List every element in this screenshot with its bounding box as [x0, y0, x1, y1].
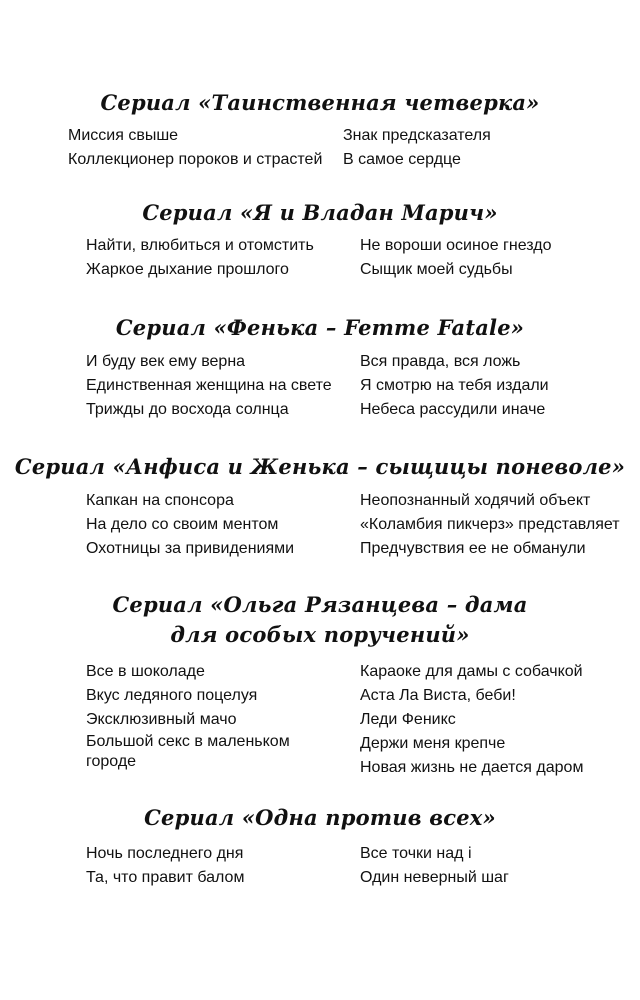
book-title: Один неверный шаг — [360, 869, 509, 886]
book-title: Миссия свыше — [68, 127, 179, 144]
series-title-continued: для особых поручений» — [170, 622, 470, 647]
series-block — [0, 313, 640, 418]
book-column-right — [360, 234, 551, 282]
book-title: Эксклюзивный мачо — [86, 711, 237, 728]
book-title: Знак предсказателя — [343, 127, 491, 144]
book-title: Небеса рассудили иначе — [360, 401, 546, 418]
book-title: Большой секс в маленьком городе — [86, 733, 290, 770]
book-column-left — [86, 660, 316, 776]
book-title: Новая жизнь не дается даром — [360, 759, 584, 776]
book-title: Та, что правит балом — [86, 869, 245, 886]
book-title: Найти, влюбиться и отомстить — [86, 237, 314, 254]
book-column-left — [86, 489, 294, 561]
book-title: Все в шоколаде — [86, 663, 205, 680]
book-column-left — [86, 842, 244, 890]
series-block — [0, 590, 640, 776]
series-title: Сериал «Я и Владан Марич» — [142, 200, 498, 225]
book-column-right — [360, 350, 549, 422]
book-title: Караоке для дамы с собачкой — [360, 663, 583, 680]
book-title: Вкус ледяного поцелуя — [86, 687, 258, 704]
book-title: Охотницы за привидениями — [86, 540, 295, 557]
book-title: Единственная женщина на свете — [86, 377, 332, 394]
book-column-right — [343, 124, 491, 172]
book-title: Капкан на спонсора — [86, 492, 234, 509]
book-title: Трижды до восхода солнца — [86, 401, 289, 418]
book-title: Сыщик моей судьбы — [360, 261, 513, 278]
book-title: Коллекционер пороков и страстей — [68, 151, 323, 168]
book-title: Ночь последнего дня — [86, 845, 244, 862]
book-title: В самое сердце — [343, 151, 461, 168]
book-column-left — [68, 124, 322, 172]
series-block — [0, 452, 640, 557]
book-title: Предчувствия ее не обманули — [360, 540, 586, 557]
series-title: Сериал «Ольга Рязанцева – дама — [112, 592, 528, 617]
book-title: На дело со своим ментом — [86, 516, 279, 533]
book-title: Леди Феникс — [360, 711, 456, 728]
series-title: Сериал «Таинственная четверка» — [100, 90, 540, 115]
series-block — [0, 803, 640, 886]
book-column-right — [360, 842, 509, 890]
book-title: Жаркое дыхание прошлого — [86, 261, 289, 278]
series-block — [0, 198, 640, 278]
book-title: Я смотрю на тебя издали — [360, 377, 549, 394]
book-title: «Коламбия пикчерз» представляет — [360, 516, 620, 533]
book-title: Не вороши осиное гнездо — [360, 237, 552, 254]
book-title: Неопознанный ходячий объект — [360, 492, 591, 509]
book-title: Вся правда, вся ложь — [360, 353, 521, 370]
book-title: Держи меня крепче — [360, 735, 506, 752]
book-column-left — [86, 234, 314, 282]
book-title: И буду век ему верна — [86, 353, 246, 370]
book-title: Аста Ла Виста, беби! — [360, 687, 516, 704]
series-block — [0, 88, 640, 168]
book-column-right — [360, 489, 620, 561]
series-title: Сериал «Фенька – Femme Fatale» — [115, 315, 525, 340]
book-column-left — [86, 350, 332, 422]
series-title: Сериал «Одна против всех» — [144, 805, 496, 830]
series-title: Сериал «Анфиса и Женька – сыщицы поневоле» — [14, 454, 626, 479]
book-column-right — [360, 660, 583, 780]
book-title: Все точки над і — [360, 845, 472, 862]
